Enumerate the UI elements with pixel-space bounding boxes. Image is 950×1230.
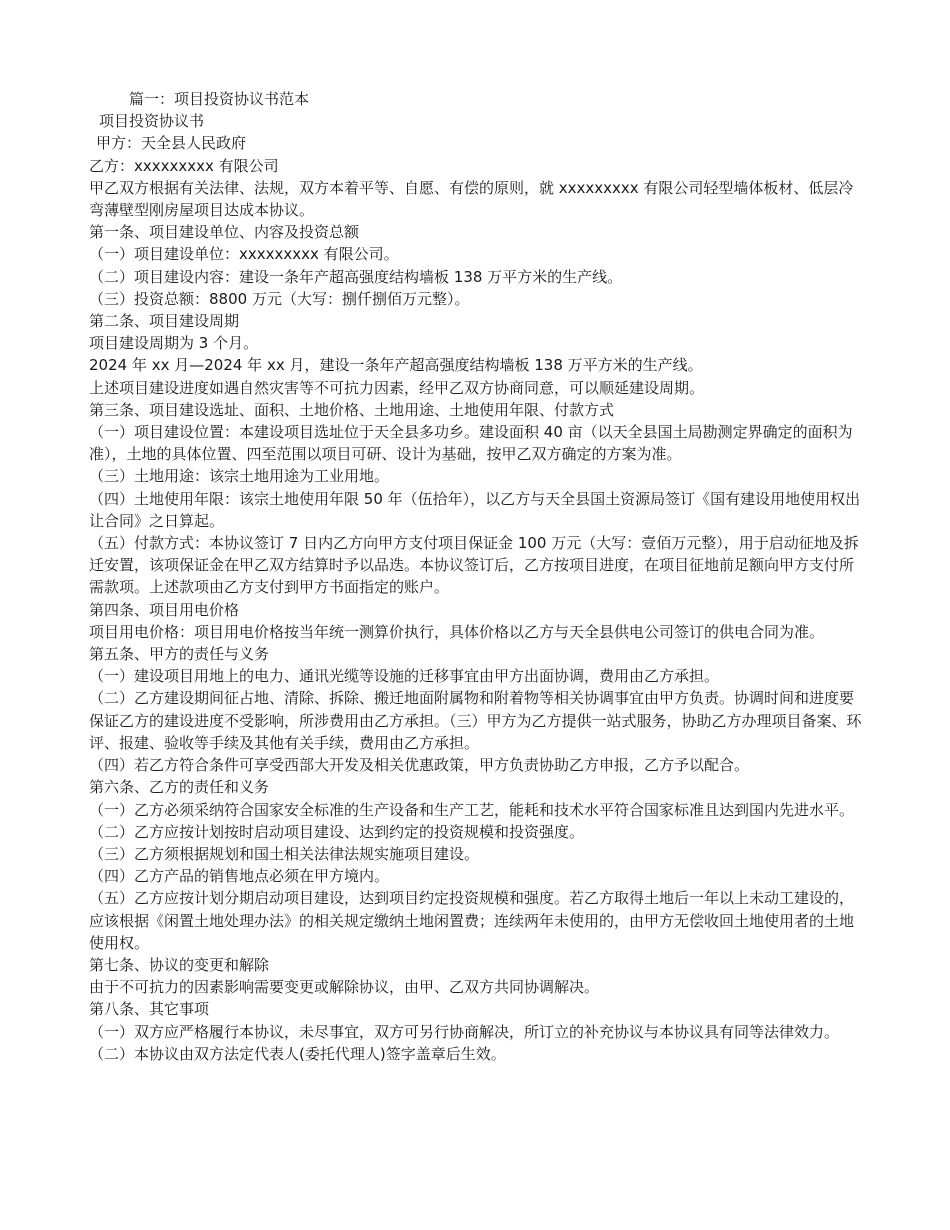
article-6-clause-2: （二）乙方应按计划按时启动项目建设、达到约定的投资规模和投资强度。 <box>89 822 585 841</box>
article-5-clause-2-3: （二）乙方建设期间征占地、清除、拆除、搬迁地面附属物和附着物等相关协调事宜由甲方负责。协调时间和进度要保证乙方的建设进度不受影响，所涉费用由乙方承担。（三）甲方为乙方提供一站式服务，协助乙方办理项目备案、环评、报建、验收等手续及其他有关手续，费用由乙方承担。 <box>89 689 862 752</box>
agreement-heading: 项目投资协议书 <box>99 112 205 131</box>
article-6-clause-1: （一）乙方必须采纳符合国家安全标准的生产设备和生产工艺，能耗和技术水平符合国家标准且达到国内先进水平。 <box>89 800 855 819</box>
article-2-extension: 上述项目建设进度如遇自然灾害等不可抗力因素，经甲乙双方协商同意，可以顺延建设周期。 <box>89 378 705 397</box>
article-6-clause-4: （四）乙方产品的销售地点必须在甲方境内。 <box>89 867 390 886</box>
article-1-clause-3: （三）投资总额：8800 万元（大写：捌仟捌佰万元整）。 <box>89 289 470 308</box>
article-8-clause-2: （二）本协议由双方法定代表人(委托代理人)签字盖章后生效。 <box>89 1044 506 1063</box>
party-b: 乙方：xxxxxxxxx 有限公司 <box>89 156 279 175</box>
preamble-paragraph: 甲乙双方根据有关法律、法规，双方本着平等、自愿、有偿的原则，就 xxxxxxxxx 有限公司轻型墙体板材、低层冷弯薄壁型刚房屋项目达成本协议。 <box>89 178 854 220</box>
article-6-clause-5: （五）乙方应按计划分期启动项目建设，达到项目约定投资规模和强度。若乙方取得土地后一年以上未动工建设的，应该根据《闲置土地处理办法》的相关规定缴纳土地闲置费；连续两年未使用的，由甲方无偿收回土地使用者的土地使用权。 <box>89 889 855 952</box>
article-8-heading: 第八条、其它事项 <box>89 1000 210 1019</box>
article-2-heading: 第二条、项目建设周期 <box>89 312 240 331</box>
article-4-body: 项目用电价格：项目用电价格按当年统一测算价执行，具体价格以乙方与天全县供电公司签订的供电合同为准。 <box>89 622 825 641</box>
article-3-heading: 第三条、项目建设选址、面积、土地价格、土地用途、土地使用年限、付款方式 <box>89 400 615 419</box>
article-6-heading: 第六条、乙方的责任和义务 <box>89 778 270 797</box>
article-7-body: 由于不可抗力的因素影响需要变更或解除协议，由甲、乙双方共同协调解决。 <box>89 978 600 997</box>
article-3-clause-5: （五）付款方式：本协议签订 7 日内乙方向甲方支付项目保证金 100 万元（大写：壹佰万元整），用于启动征地及拆迁安置，该项保证金在甲乙双方结算时予以品迭。本协议签订后，乙方按项目进度，在项目征地前足额向甲方支付所需款项。上述款项由乙方支付到甲方书面指定的账户。 <box>89 534 859 597</box>
article-1-clause-1: （一）项目建设单位：xxxxxxxxx 有限公司。 <box>89 245 399 264</box>
article-3-clause-1: （一）项目建设位置：本建设项目选址位于天全县多功乡。建设面积 40 亩（以天全县国土局勘测定界确定的面积为准），土地的具体位置、四至范围以项目可研、设计为基础，按甲乙双方确定的方案为准。 <box>89 423 853 464</box>
article-5-heading: 第五条、甲方的责任与义务 <box>89 645 270 664</box>
document-title: 篇一：项目投资协议书范本 <box>129 90 310 108</box>
party-a: 甲方：天全县人民政府 <box>96 134 247 153</box>
article-4-heading: 第四条、项目用电价格 <box>89 600 240 619</box>
article-6-clause-3: （三）乙方须根据规划和国土相关法律法规实施项目建设。 <box>89 844 480 863</box>
article-2-schedule: 2024 年 xx 月—2024 年 xx 月，建设一条年产超高强度结构墙板 138 万平方米的生产线。 <box>89 356 703 375</box>
article-5-clause-4: （四）若乙方符合条件可享受西部大开发及相关优惠政策，甲方负责协助乙方申报，乙方予以配合。 <box>89 756 750 775</box>
article-3-clause-3: （三）土地用途：该宗土地用途为工业用地。 <box>89 467 390 486</box>
article-3-clause-4: （四）土地使用年限：该宗土地使用年限 50 年（伍拾年），以乙方与天全县国土资源局签订《国有建设用地使用权出让合同》之日算起。 <box>89 489 861 530</box>
article-7-heading: 第七条、协议的变更和解除 <box>89 955 270 974</box>
article-1-clause-2: （二）项目建设内容：建设一条年产超高强度结构墙板 138 万平方米的生产线。 <box>89 267 623 286</box>
article-1-heading: 第一条、项目建设单位、内容及投资总额 <box>89 223 360 242</box>
article-8-clause-1: （一）双方应严格履行本协议，未尽事宜，双方可另行协商解决，所订立的补充协议与本协议具有同等法律效力。 <box>89 1022 840 1041</box>
article-5-clause-1: （一）建设项目用地上的电力、通讯光缆等设施的迁移事宜由甲方出面协调，费用由乙方承担。 <box>89 667 720 686</box>
article-2-period: 项目建设周期为 3 个月。 <box>89 334 259 353</box>
